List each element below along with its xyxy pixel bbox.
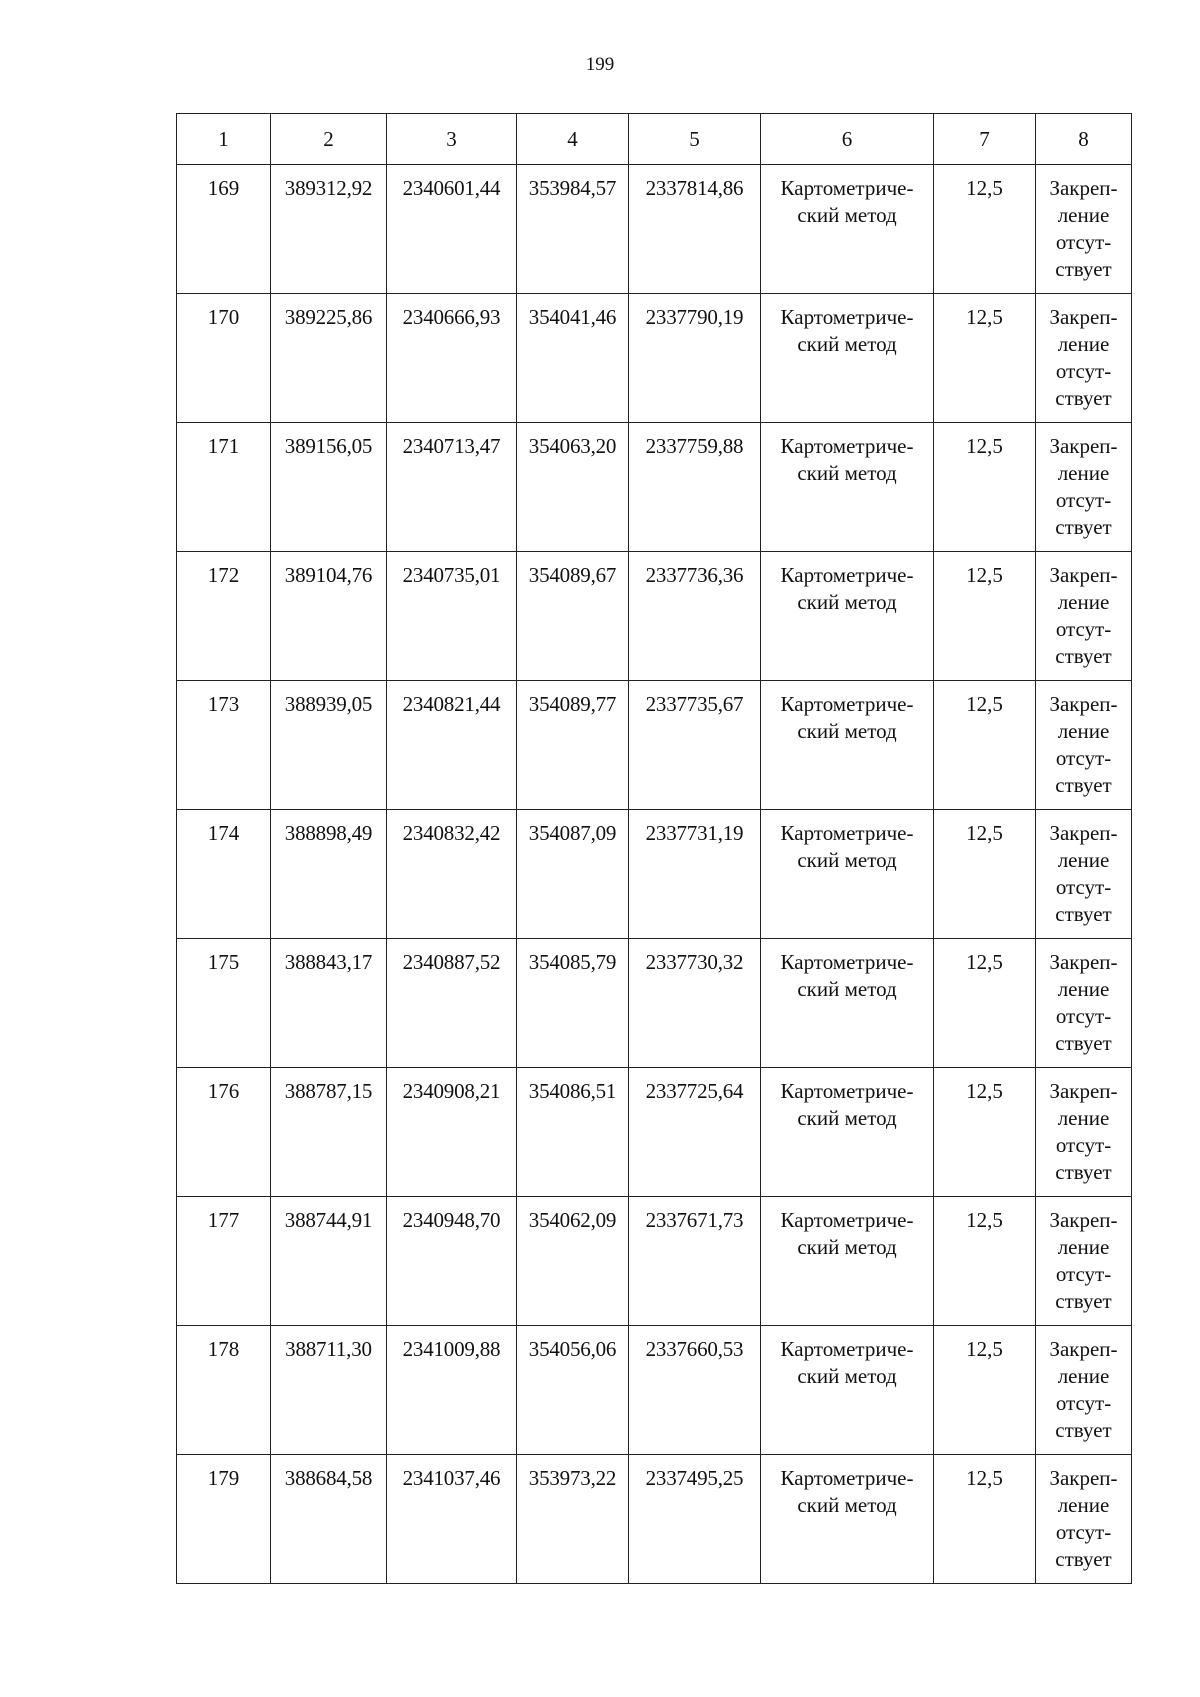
method-line: ский метод bbox=[797, 1235, 897, 1259]
coordinate-x-2: 354056,06 bbox=[517, 1326, 629, 1455]
table-row bbox=[177, 1068, 1132, 1197]
table-row bbox=[177, 1326, 1132, 1455]
method-line: ский метод bbox=[797, 461, 897, 485]
fixation-line: ствует bbox=[1055, 515, 1112, 539]
table-row bbox=[177, 810, 1132, 939]
fixation-line: ствует bbox=[1055, 257, 1112, 281]
accuracy-cell: 12,5 bbox=[934, 294, 1036, 423]
point-number: 175 bbox=[177, 939, 271, 1068]
method-cell bbox=[761, 681, 934, 810]
coordinate-y-1: 2341037,46 bbox=[387, 1455, 517, 1584]
method-line: Картометриче- bbox=[780, 1337, 914, 1361]
coordinate-x-2: 354062,09 bbox=[517, 1197, 629, 1326]
accuracy-cell: 12,5 bbox=[934, 1068, 1036, 1197]
coordinate-y-2: 2337790,19 bbox=[629, 294, 761, 423]
accuracy-cell: 12,5 bbox=[934, 939, 1036, 1068]
method-line: ский метод bbox=[797, 590, 897, 614]
method-cell bbox=[761, 810, 934, 939]
fixation-line: Закреп- bbox=[1049, 692, 1118, 716]
coordinate-y-1: 2340821,44 bbox=[387, 681, 517, 810]
fixation-line: ление bbox=[1057, 332, 1110, 356]
coordinate-x-1: 388898,49 bbox=[271, 810, 387, 939]
coordinate-x-1: 389312,92 bbox=[271, 165, 387, 294]
method-cell bbox=[761, 939, 934, 1068]
coordinate-y-2: 2337735,67 bbox=[629, 681, 761, 810]
method-line: ский метод bbox=[797, 848, 897, 872]
fixation-line: отсут- bbox=[1055, 1391, 1112, 1415]
accuracy-cell: 12,5 bbox=[934, 552, 1036, 681]
method-line: Картометриче- bbox=[780, 434, 914, 458]
point-number: 173 bbox=[177, 681, 271, 810]
coordinate-y-1: 2340666,93 bbox=[387, 294, 517, 423]
fixation-line: ствует bbox=[1055, 1418, 1112, 1442]
coordinate-x-2: 354041,46 bbox=[517, 294, 629, 423]
coordinate-x-2: 354087,09 bbox=[517, 810, 629, 939]
method-line: Картометриче- bbox=[780, 1208, 914, 1232]
fixation-line: ствует bbox=[1055, 1160, 1112, 1184]
method-line: Картометриче- bbox=[780, 176, 914, 200]
method-line: ский метод bbox=[797, 1493, 897, 1517]
method-line: Картометриче- bbox=[780, 821, 914, 845]
fixation-line: ление bbox=[1057, 461, 1110, 485]
fixation-line: отсут- bbox=[1055, 746, 1112, 770]
fixation-line: ление bbox=[1057, 1364, 1110, 1388]
column-header: 1 bbox=[177, 114, 271, 165]
table-row bbox=[177, 423, 1132, 552]
page-number: 199 bbox=[585, 54, 615, 75]
accuracy-cell: 12,5 bbox=[934, 1197, 1036, 1326]
coordinate-x-1: 388939,05 bbox=[271, 681, 387, 810]
coordinate-x-2: 354089,77 bbox=[517, 681, 629, 810]
fixation-line: Закреп- bbox=[1049, 1337, 1118, 1361]
accuracy-cell: 12,5 bbox=[934, 681, 1036, 810]
fixation-line: ление bbox=[1057, 719, 1110, 743]
coordinate-x-1: 388711,30 bbox=[271, 1326, 387, 1455]
coordinate-x-1: 388843,17 bbox=[271, 939, 387, 1068]
method-cell bbox=[761, 1068, 934, 1197]
method-line: Картометриче- bbox=[780, 563, 914, 587]
coordinate-y-2: 2337725,64 bbox=[629, 1068, 761, 1197]
fixation-cell bbox=[1036, 294, 1132, 423]
method-cell bbox=[761, 1455, 934, 1584]
fixation-line: Закреп- bbox=[1049, 563, 1118, 587]
method-line: ский метод bbox=[797, 332, 897, 356]
fixation-line: ствует bbox=[1055, 1031, 1112, 1055]
table-header-row bbox=[177, 114, 1132, 165]
column-header: 4 bbox=[517, 114, 629, 165]
fixation-cell bbox=[1036, 1326, 1132, 1455]
fixation-line: отсут- bbox=[1055, 875, 1112, 899]
column-header: 3 bbox=[387, 114, 517, 165]
method-cell bbox=[761, 1197, 934, 1326]
fixation-line: ствует bbox=[1055, 902, 1112, 926]
table-row bbox=[177, 294, 1132, 423]
column-header: 2 bbox=[271, 114, 387, 165]
method-line: ский метод bbox=[797, 203, 897, 227]
column-header: 8 bbox=[1036, 114, 1132, 165]
point-number: 172 bbox=[177, 552, 271, 681]
fixation-line: ление bbox=[1057, 1493, 1110, 1517]
table-row bbox=[177, 681, 1132, 810]
method-cell bbox=[761, 552, 934, 681]
fixation-line: отсут- bbox=[1055, 230, 1112, 254]
accuracy-cell: 12,5 bbox=[934, 810, 1036, 939]
method-line: Картометриче- bbox=[780, 305, 914, 329]
fixation-line: ление bbox=[1057, 977, 1110, 1001]
coordinate-y-2: 2337730,32 bbox=[629, 939, 761, 1068]
fixation-cell bbox=[1036, 1197, 1132, 1326]
fixation-cell bbox=[1036, 165, 1132, 294]
method-line: ский метод bbox=[797, 1364, 897, 1388]
column-header: 6 bbox=[761, 114, 934, 165]
fixation-cell bbox=[1036, 681, 1132, 810]
fixation-line: Закреп- bbox=[1049, 1079, 1118, 1103]
coordinate-y-1: 2340832,42 bbox=[387, 810, 517, 939]
coordinate-y-2: 2337759,88 bbox=[629, 423, 761, 552]
method-line: Картометриче- bbox=[780, 950, 914, 974]
coordinate-x-1: 389156,05 bbox=[271, 423, 387, 552]
point-number: 178 bbox=[177, 1326, 271, 1455]
point-number: 174 bbox=[177, 810, 271, 939]
coordinate-y-2: 2337660,53 bbox=[629, 1326, 761, 1455]
accuracy-cell: 12,5 bbox=[934, 1455, 1036, 1584]
coordinate-y-1: 2340948,70 bbox=[387, 1197, 517, 1326]
fixation-line: отсут- bbox=[1055, 617, 1112, 641]
coordinate-y-1: 2341009,88 bbox=[387, 1326, 517, 1455]
method-line: Картометриче- bbox=[780, 1466, 914, 1490]
table-row bbox=[177, 165, 1132, 294]
coordinate-y-1: 2340713,47 bbox=[387, 423, 517, 552]
fixation-line: Закреп- bbox=[1049, 950, 1118, 974]
fixation-cell bbox=[1036, 1068, 1132, 1197]
point-number: 171 bbox=[177, 423, 271, 552]
table-row bbox=[177, 1455, 1132, 1584]
fixation-line: Закреп- bbox=[1049, 305, 1118, 329]
column-header: 5 bbox=[629, 114, 761, 165]
fixation-line: Закреп- bbox=[1049, 434, 1118, 458]
column-header: 7 bbox=[934, 114, 1036, 165]
fixation-line: отсут- bbox=[1055, 1004, 1112, 1028]
coordinate-y-1: 2340908,21 bbox=[387, 1068, 517, 1197]
method-line: ский метод bbox=[797, 977, 897, 1001]
fixation-line: ствует bbox=[1055, 773, 1112, 797]
coordinate-y-1: 2340887,52 bbox=[387, 939, 517, 1068]
method-cell bbox=[761, 294, 934, 423]
fixation-cell bbox=[1036, 1455, 1132, 1584]
coordinates-table bbox=[176, 113, 1132, 1584]
fixation-line: ление bbox=[1057, 848, 1110, 872]
coordinate-x-1: 389104,76 bbox=[271, 552, 387, 681]
table-row bbox=[177, 939, 1132, 1068]
coordinate-y-1: 2340735,01 bbox=[387, 552, 517, 681]
fixation-cell bbox=[1036, 939, 1132, 1068]
fixation-line: отсут- bbox=[1055, 1262, 1112, 1286]
fixation-line: ствует bbox=[1055, 1289, 1112, 1313]
fixation-line: ление bbox=[1057, 1235, 1110, 1259]
coordinate-x-1: 388684,58 bbox=[271, 1455, 387, 1584]
fixation-line: ствует bbox=[1055, 644, 1112, 668]
fixation-cell bbox=[1036, 552, 1132, 681]
method-line: ский метод bbox=[797, 1106, 897, 1130]
coordinate-x-2: 354086,51 bbox=[517, 1068, 629, 1197]
coordinate-x-1: 389225,86 bbox=[271, 294, 387, 423]
point-number: 179 bbox=[177, 1455, 271, 1584]
fixation-line: отсут- bbox=[1055, 488, 1112, 512]
fixation-line: отсут- bbox=[1055, 359, 1112, 383]
method-line: ский метод bbox=[797, 719, 897, 743]
fixation-cell bbox=[1036, 810, 1132, 939]
point-number: 169 bbox=[177, 165, 271, 294]
fixation-line: Закреп- bbox=[1049, 176, 1118, 200]
fixation-line: отсут- bbox=[1055, 1520, 1112, 1544]
coordinate-x-2: 353984,57 bbox=[517, 165, 629, 294]
accuracy-cell: 12,5 bbox=[934, 1326, 1036, 1455]
fixation-line: ление bbox=[1057, 203, 1110, 227]
point-number: 170 bbox=[177, 294, 271, 423]
fixation-line: Закреп- bbox=[1049, 821, 1118, 845]
coordinate-y-2: 2337736,36 bbox=[629, 552, 761, 681]
table-row bbox=[177, 552, 1132, 681]
fixation-line: ление bbox=[1057, 1106, 1110, 1130]
coordinate-x-1: 388787,15 bbox=[271, 1068, 387, 1197]
coordinate-y-2: 2337495,25 bbox=[629, 1455, 761, 1584]
coordinate-x-2: 354063,20 bbox=[517, 423, 629, 552]
method-cell bbox=[761, 423, 934, 552]
coordinate-x-2: 354085,79 bbox=[517, 939, 629, 1068]
coordinate-y-2: 2337671,73 bbox=[629, 1197, 761, 1326]
coordinate-x-1: 388744,91 bbox=[271, 1197, 387, 1326]
fixation-line: ление bbox=[1057, 590, 1110, 614]
coordinate-x-2: 353973,22 bbox=[517, 1455, 629, 1584]
table-body bbox=[177, 165, 1132, 1584]
accuracy-cell: 12,5 bbox=[934, 423, 1036, 552]
fixation-line: ствует bbox=[1055, 386, 1112, 410]
accuracy-cell: 12,5 bbox=[934, 165, 1036, 294]
coordinate-y-2: 2337814,86 bbox=[629, 165, 761, 294]
point-number: 176 bbox=[177, 1068, 271, 1197]
table-row bbox=[177, 1197, 1132, 1326]
fixation-line: Закреп- bbox=[1049, 1466, 1118, 1490]
fixation-line: отсут- bbox=[1055, 1133, 1112, 1157]
method-line: Картометриче- bbox=[780, 1079, 914, 1103]
fixation-line: Закреп- bbox=[1049, 1208, 1118, 1232]
fixation-cell bbox=[1036, 423, 1132, 552]
method-cell bbox=[761, 1326, 934, 1455]
method-line: Картометриче- bbox=[780, 692, 914, 716]
coordinate-y-2: 2337731,19 bbox=[629, 810, 761, 939]
coordinate-x-2: 354089,67 bbox=[517, 552, 629, 681]
method-cell bbox=[761, 165, 934, 294]
coordinate-y-1: 2340601,44 bbox=[387, 165, 517, 294]
point-number: 177 bbox=[177, 1197, 271, 1326]
fixation-line: ствует bbox=[1055, 1547, 1112, 1571]
